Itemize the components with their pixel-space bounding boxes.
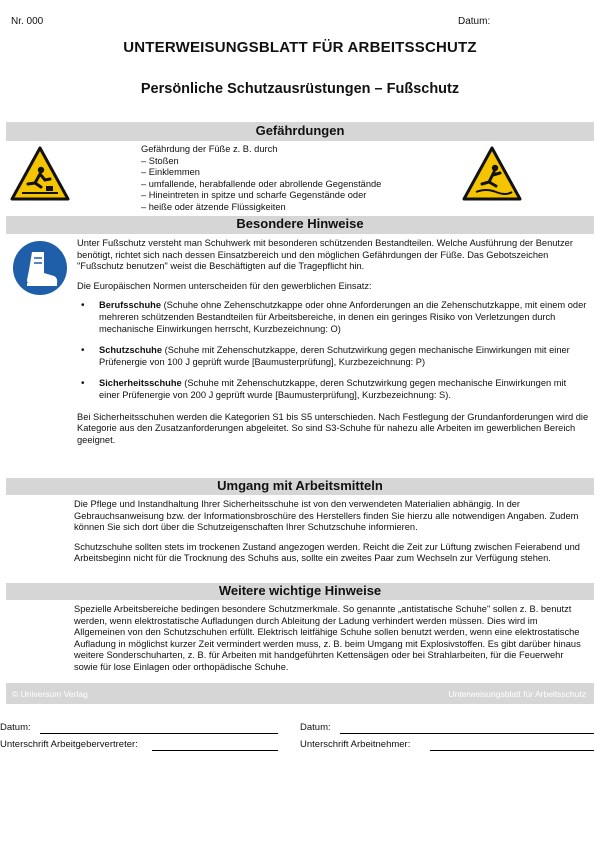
hints-text bbox=[77, 238, 589, 454]
instruction-sheet bbox=[6, 6, 594, 704]
list-item bbox=[77, 345, 589, 368]
shoe-types-list bbox=[77, 300, 589, 401]
hints-heading: Besondere Hinweise bbox=[236, 216, 364, 231]
equipment-text bbox=[74, 499, 589, 573]
hazard-line: Gefährdung der Füße z. B. durch bbox=[141, 144, 278, 154]
employer-signature-label: Unterschrift Arbeitgebervertreter: bbox=[0, 739, 138, 750]
hazard-line: – umfallende, herabfallende oder abrollende Gegenstände bbox=[141, 178, 382, 189]
sheet-number: Nr. 000 bbox=[11, 16, 44, 27]
equipment-heading: Umgang mit Arbeitsmitteln bbox=[217, 478, 383, 493]
footer-title: Unterweisungsblatt für Arbeitsschutz bbox=[448, 689, 586, 699]
shoe-type-text: (Schuhe mit Zehenschutzkappe, deren Schutzwirkung gegen mechanische Einwirkungen mit einer Prüfenergie von 100 J geprüft wurde [Baumusterprüfung], Kurzbezeichnung: P) bbox=[99, 345, 570, 367]
date-line-employer[interactable] bbox=[40, 733, 278, 734]
hazards-heading: Gefährdungen bbox=[255, 123, 345, 138]
sheet-subtitle: Persönliche Schutzausrüstungen – Fußschutz bbox=[140, 81, 460, 97]
date-line-employee[interactable] bbox=[340, 733, 594, 734]
shoe-type-text: (Schuhe mit Zehenschutzkappe, deren Schutzwirkung gegen mechanische Einwirkungen mit einer Prüfenergie von 200 J geprüft wurde [Baumusterprüfung], Kurzbezeichnung: S). bbox=[99, 378, 567, 400]
hazards-list bbox=[141, 144, 381, 214]
hazard-line: – Einklemmen bbox=[141, 167, 200, 178]
further-text bbox=[74, 604, 589, 682]
hazard-line: – Hineintreten in spitze und scharfe Gegenstände oder bbox=[141, 190, 367, 201]
bullet-icon: • bbox=[81, 300, 85, 312]
sheet-header bbox=[6, 6, 594, 122]
date-label-employer: Datum: bbox=[0, 722, 31, 733]
header-date-label: Datum: bbox=[458, 16, 491, 27]
norms-intro: Die Europäischen Normen unterscheiden für den gewerblichen Einsatz: bbox=[77, 280, 372, 291]
shoe-type-term: Schutzschuhe bbox=[99, 345, 163, 356]
slip-hazard-warning-icon bbox=[462, 146, 522, 202]
shoe-type-text: (Schuhe ohne Zehenschutzkappe oder ohne Anforderungen an die Zehenschutzkappe, mit einem oder mehreren schützenden Bestandteilen für Arbeitsbereiche, in denen ein geringes Risiko von Verletzungen durch mechanische Einwirkungen herrscht, Kurzbezeichnung: O) bbox=[99, 300, 587, 334]
list-item bbox=[77, 300, 589, 335]
shoe-type-term: Sicherheitsschuhe bbox=[99, 378, 182, 389]
bullet-icon: • bbox=[81, 345, 85, 357]
list-item bbox=[77, 378, 589, 401]
employee-signature-label: Unterschrift Arbeitnehmer: bbox=[300, 739, 411, 750]
sheet-footer bbox=[6, 684, 594, 704]
sheet-title: UNTERWEISUNGSBLATT FÜR ARBEITSSCHUTZ bbox=[123, 39, 477, 56]
equipment-paragraph: Die Pflege und Instandhaltung Ihrer Sicherheitsschuhe ist von den verwendeten Materialien abhängig. In der Gebrauchsanweisung bzw. der Informationsbroschüre des Herstellers finden Sie hierzu alle notwendigen Angaben. Zudem können Sie sich dort über die Schutzeigenschaften Ihrer Schutzschuhe informieren. bbox=[74, 499, 579, 533]
safety-boot-mandatory-icon bbox=[12, 240, 68, 296]
trip-hazard-warning-icon bbox=[10, 146, 70, 202]
employee-signature-line[interactable] bbox=[430, 750, 594, 751]
hints-outro: Bei Sicherheitsschuhen werden die Kategorien S1 bis S5 unterschieden. Nach Festlegung der Grundanforderungen wird die Kategorie aus den Zusatzanforderungen abgeleitet. So sind S3-Schuhe für nahezu alle Arbeiten im gewerblichen Bereich geeignet. bbox=[77, 411, 589, 445]
shoe-type-term: Berufsschuhe bbox=[99, 300, 161, 311]
further-paragraph: Spezielle Arbeitsbereiche bedingen besondere Schutzmerkmale. So genannte „antistatische Schuhe" sollen z. B. benutzt werden, wenn elektrostatische Aufladungen durch Ableitung der Ladung verhindert werden müssen. Dies wird im Allgemeinen von den Schutzschuhen erfüllt. Elektrisch leitfähige Schuhe sollen benutzt werden, wenn eine elektrostatische Aufladung in möglichst kurzer Zeit vermindert werden muss, z. B. beim Umgang mit Explosivstoffen. Es gibt darüber hinaus weitere Sonderschuharten, z. B. für Arbeiten mit handgeführten Kettensägen oder bei Strahlarbeiten, für die Feuerwehr sowie für lose Einlagen oder orthopädische Schuhe. bbox=[74, 604, 581, 672]
equipment-paragraph: Schutzschuhe sollten stets im trockenen Zustand angezogen werden. Reicht die Zeit zur Lüftung zwischen Feierabend und Arbeitsbeginn nicht für die Trocknung des Schuhs aus, sollte ein zweites Paar zum Wechseln zur Verfügung stehen. bbox=[74, 541, 580, 564]
hazards-section bbox=[6, 141, 594, 216]
hints-intro: Unter Fußschutz versteht man Schuhwerk mit besonderen schützenden Bestandteilen. Welche Ausführung der Benutzer benötigt, richtet sich nach dessen Einsatzbereich und den möglichen Gefährdungen der Füße. Das Gebotszeichen "Fußschutz benutzen" weist die Beschäftigten auf die Tragepflicht hin. bbox=[77, 238, 573, 272]
further-heading: Weitere wichtige Hinweise bbox=[218, 583, 382, 598]
hazard-line: – Stoßen bbox=[141, 155, 179, 166]
equipment-section bbox=[6, 495, 594, 583]
hazard-line: – heiße oder ätzende Flüssigkeiten bbox=[141, 201, 286, 212]
bullet-icon: • bbox=[81, 378, 85, 390]
date-label-employee: Datum: bbox=[300, 722, 331, 733]
hints-section bbox=[6, 234, 594, 478]
employer-signature-line[interactable] bbox=[152, 750, 278, 751]
publisher-note: © Universum Verlag bbox=[12, 689, 88, 699]
further-section bbox=[6, 600, 594, 683]
